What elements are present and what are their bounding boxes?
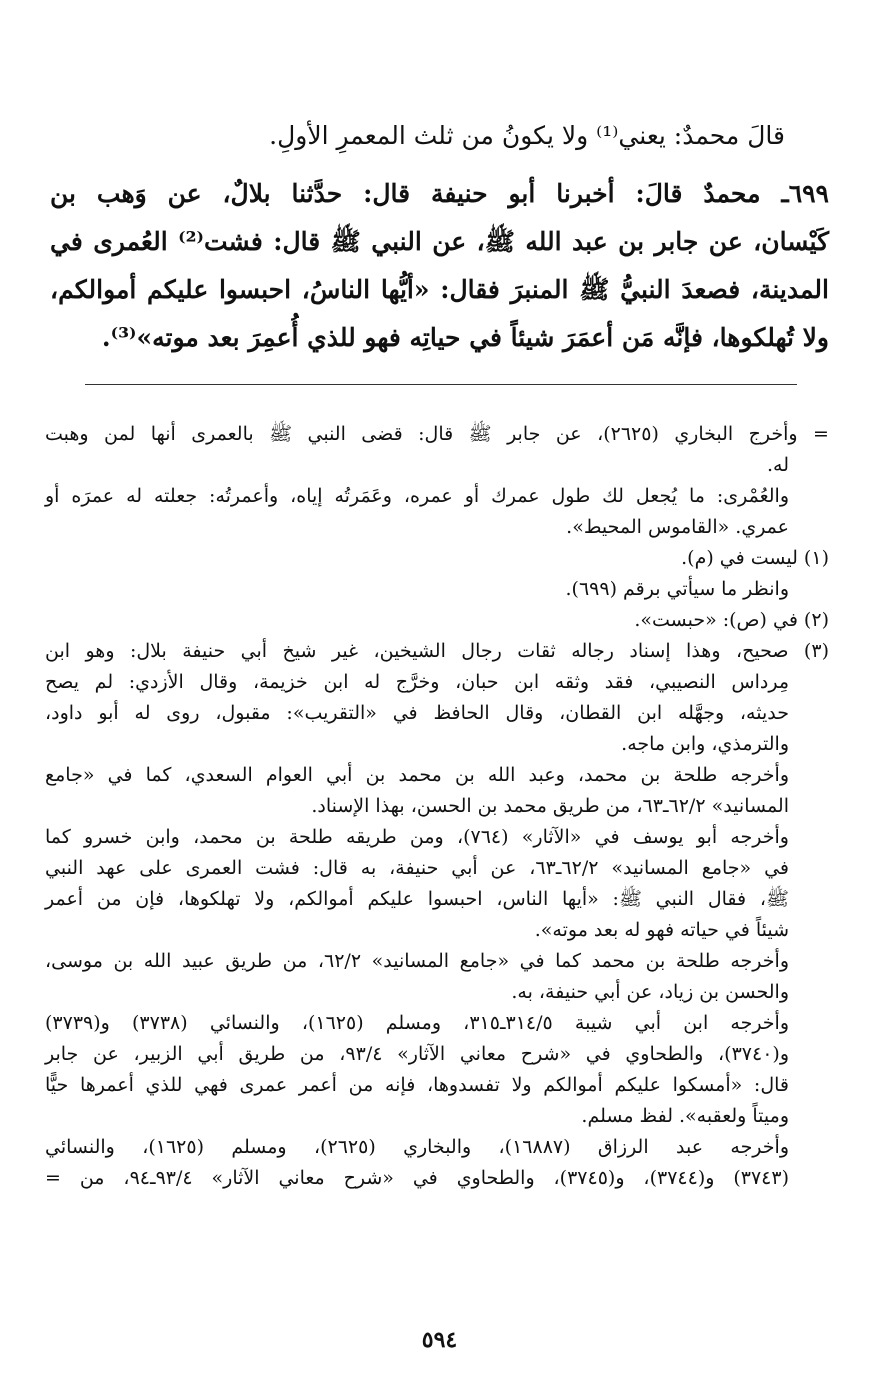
footnote-line: له. (766, 454, 789, 476)
hadith-line: المدينة، فصعدَ النبيُّ ﷺ المنبرَ فقال: «أيُّها الناسُ، احبسوا عليكم أموالكم، (50, 275, 829, 304)
footnote-line: ﷺ، فقال النبي ﷺ: «أيها الناس، احبسوا عليكم أموالكم، ولا تهلكوها، فإن من أعمر (45, 888, 789, 910)
footnote-line: وانظر ما سيأتي برقم (٦٩٩). (565, 578, 789, 600)
footnote-line: في «جامع المسانيد» ٦٢/٢ـ٦٣، عن أبي حنيفة، به قال: فشت العمرى على عهد النبي (45, 857, 789, 879)
hadith-line: كَيْسان، عن جابر بن عبد الله ﷺ، عن النبي ﷺ قال: فشت⁽²⁾ العُمرى في (50, 227, 829, 256)
footnote-line: قال: «أمسكوا عليكم أموالكم ولا تفسدوها، فإنه من أعمر عمرى فهي للذي أعمرها حيًّا (45, 1074, 789, 1096)
footnote-line: مِرداس النصيبي، فقد وثقه ابن حبان، وخرَّج له ابن خزيمة، وقال الأزدي: لم يصح (45, 671, 789, 693)
footnote-line: شيئاً في حياته فهو له بعد موته». (534, 919, 789, 941)
footnote-line: وأخرجه أبو يوسف في «الآثار» (٧٦٤)، ومن طريقه طلحة بن محمد، وابن خسرو كما (45, 826, 789, 848)
footnote-line: وأخرجه ابن أبي شيبة ٣١٤/٥ـ٣١٥، ومسلم (١٦٢٥)، والنسائي (٣٧٣٨) و(٣٧٣٩) (45, 1012, 790, 1034)
page-number: ٥٩٤ (421, 1327, 458, 1353)
footnote-line: حديثه، وجهَّله ابن القطان، وقال الحافظ في «التقريب»: مقبول، روى له أبو داود، (45, 702, 789, 724)
hadith-line: ولا تُهلكوها، فإنَّه مَن أعمَرَ شيئاً في حياتِه فهو للذي أُعمِرَ بعد موته»⁽³⁾. (101, 323, 829, 352)
opening-text: قالَ محمدٌ: يعني⁽¹⁾ ولا يكونُ من ثلث المعمرِ الأولِ. (269, 121, 785, 150)
footnote-line: (٣٧٤٣) و(٣٧٤٤)، و(٣٧٤٥)، والطحاوي في «شرح معاني الآثار» ٩٣/٤ـ٩٤، من = (45, 1167, 789, 1189)
footnote-line: و(٣٧٤٠)، والطحاوي في «شرح معاني الآثار» ٩٣/٤، من طريق أبي الزبير، عن جابر (45, 1043, 790, 1065)
footnote-line: وأخرجه طلحة بن محمد كما في «جامع المسانيد» ٦٢/٢، من طريق عبيد الله بن موسى، (45, 950, 789, 972)
footnote-line: عمري. «القاموس المحيط». (566, 516, 789, 538)
footnotes (45, 419, 829, 1194)
footnote-separator (85, 384, 797, 385)
footnote-line: المسانيد» ٦٢/٢ـ٦٣، من طريق محمد بن الحسن، بهذا الإسناد. (311, 795, 789, 817)
footnote-line: = وأخرج البخاري (٢٦٢٥)، عن جابر ﷺ قال: قضى النبي ﷺ بالعمرى أنها لمن وهبت (45, 423, 829, 445)
footnote-line: (١) ليست في (م). (681, 547, 829, 569)
footnote-line: والترمذي، وابن ماجه. (621, 733, 789, 755)
opening-line (50, 112, 829, 160)
footnote-line: وأخرجه طلحة بن محمد، وعبد الله بن محمد بن أبي العوام السعدي، كما في «جامع (45, 764, 789, 786)
footnote-line: (٣) صحيح، وهذا إسناد رجاله ثقات رجال الشيخين، غير شيخ أبي حنيفة بلال: وهو ابن (45, 640, 829, 662)
hadith-line: ٦٩٩ـ محمدٌ قالَ: أخبرنا أبو حنيفة قال: حدَّثنا بلالٌ، عن وَهب بن (50, 179, 829, 208)
footnote-line: (٢) في (ص): «حبست». (634, 609, 829, 631)
footnote-line: والحسن بن زياد، عن أبي حنيفة، به. (511, 981, 789, 1003)
footnote-line: وأخرجه عبد الرزاق (١٦٨٨٧)، والبخاري (٢٦٢٥)، ومسلم (١٦٢٥)، والنسائي (45, 1136, 789, 1158)
main-text (50, 112, 829, 362)
footnote-line: وميتاً ولعقبه». لفظ مسلم. (581, 1105, 789, 1127)
footnote-line: والعُمْرى: ما يُجعل لك طول عمرك أو عمره، وعَمَرتُه إياه، وأعمرتُه: جعلته له عمرَه أو (45, 485, 789, 507)
